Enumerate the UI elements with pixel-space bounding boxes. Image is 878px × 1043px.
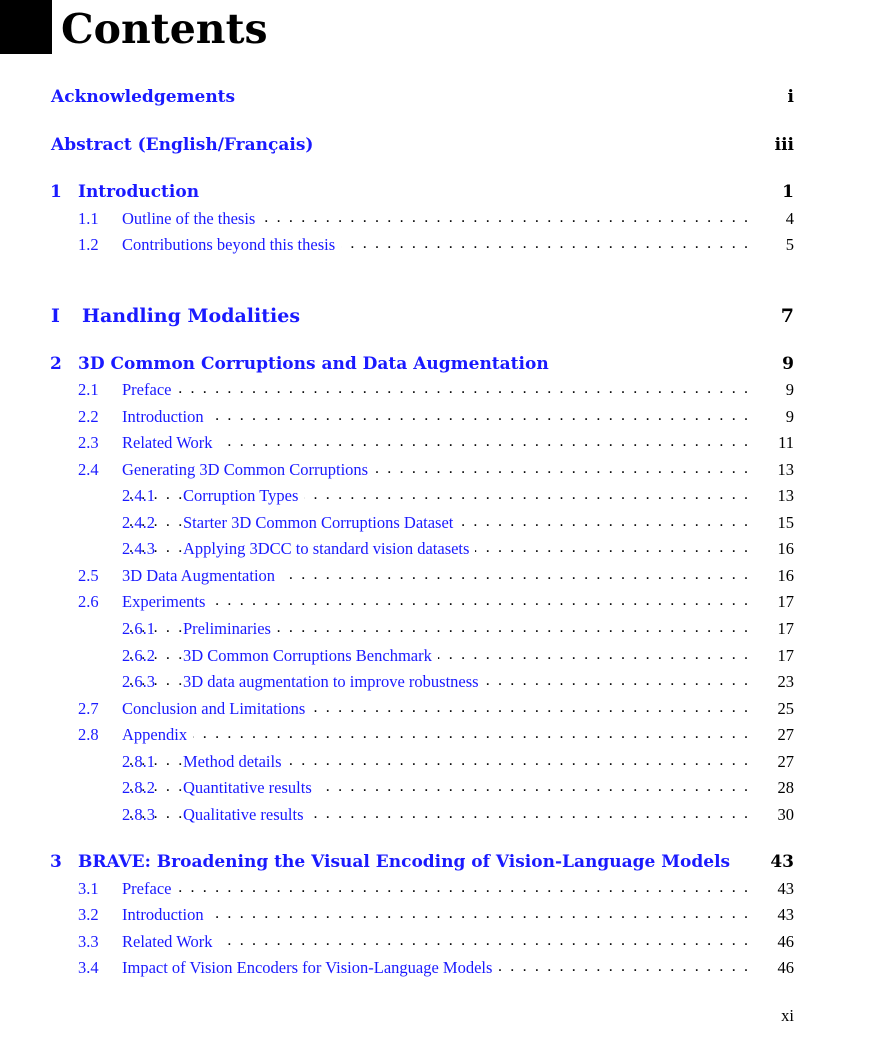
toc-subsection-title[interactable]: Method details	[183, 752, 288, 772]
toc-chapter-page: 43	[770, 852, 794, 872]
toc-section-number[interactable]: 3.4	[78, 958, 99, 977]
toc-section-2-4[interactable]	[0, 460, 878, 484]
toc-chapter-page: 9	[782, 354, 794, 374]
toc-part-1[interactable]	[0, 305, 878, 329]
dot-leader	[120, 905, 748, 929]
toc-subsection-number[interactable]: 2.6.1	[122, 619, 155, 638]
toc-section-number[interactable]: 2.4	[78, 460, 99, 479]
toc-subsection-2-4-3[interactable]	[0, 539, 878, 563]
toc-subsection-title[interactable]: Applying 3DCC to standard vision datasets	[183, 539, 475, 559]
toc-chapter-title[interactable]: Introduction	[78, 182, 200, 202]
toc-section-title[interactable]: Introduction	[122, 407, 210, 427]
toc-section-page: 4	[780, 209, 794, 229]
toc-section-number[interactable]: 2.7	[78, 699, 99, 718]
toc-section-page: 17	[772, 592, 795, 612]
toc-section-2-7[interactable]	[0, 699, 878, 723]
toc-subsection-2-8-3[interactable]	[0, 805, 878, 829]
toc-section-page: 43	[772, 879, 795, 899]
toc-section-2-5[interactable]	[0, 566, 878, 590]
toc-subsection-number[interactable]: 2.4.3	[122, 539, 155, 558]
toc-subsection-2-8-1[interactable]	[0, 752, 878, 776]
toc-section-page: 25	[772, 699, 795, 719]
toc-section-3-4[interactable]	[0, 958, 878, 982]
toc-section-3-3[interactable]	[0, 932, 878, 956]
toc-subsection-2-6-1[interactable]	[0, 619, 878, 643]
toc-entry-title[interactable]: Abstract (English/Français)	[51, 135, 314, 155]
toc-subsection-title[interactable]: Preliminaries	[183, 619, 277, 639]
toc-part-number[interactable]: I	[51, 305, 60, 327]
dot-leader	[120, 592, 748, 616]
toc-section-3-2[interactable]	[0, 905, 878, 929]
toc-section-page: 46	[772, 958, 795, 978]
toc-chapter-number[interactable]: 2	[50, 354, 62, 374]
toc-subsection-page: 13	[772, 486, 795, 506]
toc-subsection-title[interactable]: Qualitative results	[183, 805, 310, 825]
toc-subsection-title[interactable]: 3D Common Corruptions Benchmark	[183, 646, 438, 666]
toc-chapter-1[interactable]	[0, 182, 878, 206]
toc-chapter-3[interactable]	[0, 852, 878, 876]
toc-subsection-number[interactable]: 2.6.2	[122, 646, 155, 665]
toc-section-title[interactable]: Preface	[122, 380, 177, 400]
toc-section-number[interactable]: 1.2	[78, 235, 99, 254]
page-title: Contents	[61, 5, 268, 53]
toc-section-page: 27	[772, 725, 795, 745]
toc-subsection-number[interactable]: 2.8.1	[122, 752, 155, 771]
toc-subsection-title[interactable]: 3D data augmentation to improve robustness	[183, 672, 485, 692]
toc-section-title[interactable]: Outline of the thesis	[122, 209, 261, 229]
toc-subsection-2-6-2[interactable]	[0, 646, 878, 670]
toc-chapter-page: 1	[782, 182, 794, 202]
toc-section-page: 46	[772, 932, 795, 952]
toc-chapter-number[interactable]: 1	[50, 182, 62, 202]
toc-section-title[interactable]: Related Work	[122, 433, 218, 453]
toc-subsection-page: 23	[772, 672, 795, 692]
toc-section-title[interactable]: Introduction	[122, 905, 210, 925]
dot-leader	[120, 380, 748, 404]
toc-section-number[interactable]: 3.2	[78, 905, 99, 924]
dot-leader	[120, 879, 748, 903]
toc-section-2-8[interactable]	[0, 725, 878, 749]
toc-part-title[interactable]: Handling Modalities	[82, 305, 301, 327]
toc-section-2-1[interactable]	[0, 380, 878, 404]
toc-section-number[interactable]: 2.5	[78, 566, 99, 585]
toc-section-number[interactable]: 2.3	[78, 433, 99, 452]
toc-subsection-2-4-1[interactable]	[0, 486, 878, 510]
toc-subsection-number[interactable]: 2.8.3	[122, 805, 155, 824]
toc-entry-title[interactable]: Acknowledgements	[51, 87, 236, 107]
toc-section-3-1[interactable]	[0, 879, 878, 903]
toc-subsection-page: 16	[772, 539, 795, 559]
toc-chapter-2[interactable]	[0, 354, 878, 378]
toc-section-title[interactable]: Contributions beyond this thesis	[122, 235, 341, 255]
toc-subsection-page: 30	[772, 805, 795, 825]
toc-entry-abstract[interactable]	[0, 135, 878, 159]
toc-section-page: 16	[772, 566, 795, 586]
toc-subsection-2-6-3[interactable]	[0, 672, 878, 696]
toc-chapter-number[interactable]: 3	[50, 852, 62, 872]
page-number: xi	[781, 1006, 794, 1025]
toc-section-title[interactable]: Conclusion and Limitations	[122, 699, 311, 719]
toc-section-page: 9	[780, 407, 794, 427]
toc-section-2-3[interactable]	[0, 433, 878, 457]
toc-section-1-2[interactable]	[0, 235, 878, 259]
dot-leader	[120, 725, 748, 749]
toc-section-page: 9	[780, 380, 794, 400]
toc-section-page: 13	[772, 460, 795, 480]
toc-subsection-2-8-2[interactable]	[0, 778, 878, 802]
toc-section-number[interactable]: 2.1	[78, 380, 99, 399]
toc-subsection-number[interactable]: 2.8.2	[122, 778, 155, 797]
toc-subsection-title[interactable]: Quantitative results	[183, 778, 318, 798]
toc-subsection-number[interactable]: 2.6.3	[122, 672, 155, 691]
toc-section-page: 43	[772, 905, 795, 925]
toc-entry-page: i	[787, 87, 794, 107]
dot-leader	[120, 407, 748, 431]
toc-subsection-page: 17	[772, 646, 795, 666]
toc-part-page: 7	[780, 305, 794, 327]
toc-section-page: 11	[772, 433, 794, 453]
chapter-tab-marker	[0, 0, 52, 54]
toc-section-number[interactable]: 3.1	[78, 879, 99, 898]
toc-section-page: 5	[780, 235, 794, 255]
toc-section-title[interactable]: Generating 3D Common Corruptions	[122, 460, 374, 480]
toc-chapter-title[interactable]: BRAVE: Broadening the Visual Encoding of Vision-Language Models	[78, 852, 731, 872]
toc-section-title[interactable]: Related Work	[122, 932, 218, 952]
toc-section-2-6[interactable]	[0, 592, 878, 616]
toc-subsection-page: 28	[772, 778, 795, 798]
toc-chapter-title[interactable]: 3D Common Corruptions and Data Augmentation	[78, 354, 549, 374]
toc-section-title[interactable]: Experiments	[122, 592, 211, 612]
toc-section-number[interactable]: 2.2	[78, 407, 99, 426]
toc-subsection-page: 17	[772, 619, 795, 639]
toc-section-number[interactable]: 1.1	[78, 209, 99, 228]
toc-subsection-number[interactable]: 2.4.1	[122, 486, 155, 505]
toc-section-title[interactable]: Appendix	[122, 725, 193, 745]
toc-section-number[interactable]: 2.8	[78, 725, 99, 744]
toc-section-number[interactable]: 2.6	[78, 592, 99, 611]
toc-section-title[interactable]: Preface	[122, 879, 177, 899]
toc-entry-acknowledgements[interactable]	[0, 87, 878, 111]
toc-subsection-title[interactable]: Starter 3D Common Corruptions Dataset	[183, 513, 459, 533]
toc-section-1-1[interactable]	[0, 209, 878, 233]
toc-section-title[interactable]: Impact of Vision Encoders for Vision-Language Models	[122, 958, 498, 978]
toc-entry-page: iii	[774, 135, 794, 155]
toc-subsection-title[interactable]: Corruption Types	[183, 486, 304, 506]
toc-section-title[interactable]: 3D Data Augmentation	[122, 566, 281, 586]
toc-subsection-number[interactable]: 2.4.2	[122, 513, 155, 532]
toc-subsection-page: 27	[772, 752, 795, 772]
toc-section-number[interactable]: 3.3	[78, 932, 99, 951]
toc-subsection-2-4-2[interactable]	[0, 513, 878, 537]
toc-section-2-2[interactable]	[0, 407, 878, 431]
toc-subsection-page: 15	[772, 513, 795, 533]
